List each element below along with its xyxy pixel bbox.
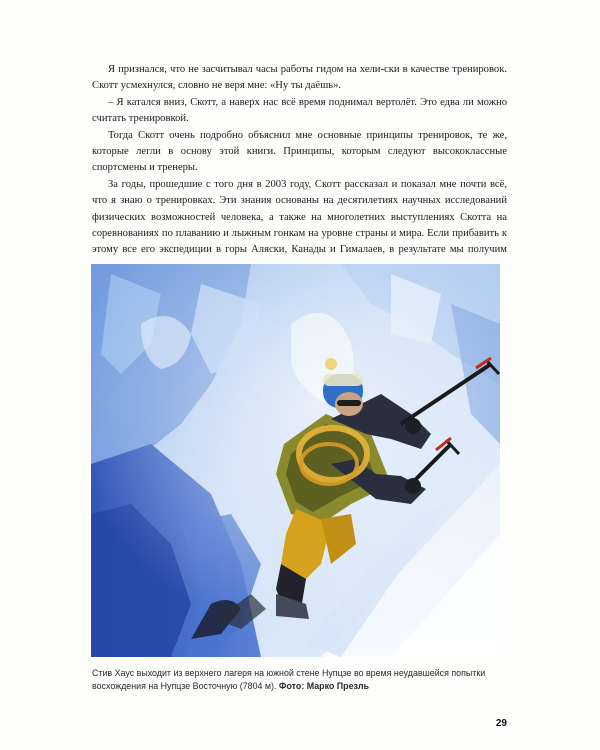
climber-photo bbox=[91, 264, 500, 657]
body-text bbox=[92, 62, 507, 275]
photo-credit: Фото: Марко Презль bbox=[278, 680, 369, 691]
paragraph-4: За годы, прошедшие с того дня в 2003 году, Скотт рассказал и показал мне почти всё, что я знаю о тренировках. Эти знания основаны на десятилетиях научных исследований физических возможностей человека, а также на многолетних выступлениях Скотта на соревнованиях по плаванию и лыжным гонкам на уровне страны и мира. Если прибавить к этому все его экспедиции в горы Аляски, Канады и Гималаев, в результате мы получим bbox=[92, 178, 507, 256]
caption-text: Стив Хаус выходит из верхнего лагеря на южной стене Нупцзе во время неудавшейся попытки восхождения на Нупцзе Восточную (7804 м). bbox=[92, 668, 486, 691]
page-number: 29 bbox=[495, 718, 507, 729]
paragraph-3: Тогда Скотт очень подробно объяснил мне основные принципы тренировок, те же, которые легли в основу этой книги. Принципы, которым следуют высококлассные спортсмены и тренеры. bbox=[92, 129, 507, 174]
photo-caption bbox=[92, 667, 507, 692]
paragraph-1: Я признался, что не засчитывал часы работы гидом на хели-ски в качестве тренировок. Скотт усмехнулся, словно не веря мне: «Ну ты даёшь». bbox=[92, 64, 507, 92]
paragraph-2: – Я катался вниз, Скотт, а наверх нас всё время поднимал вертолёт. Это едва ли можно считать тренировкой. bbox=[92, 96, 507, 125]
